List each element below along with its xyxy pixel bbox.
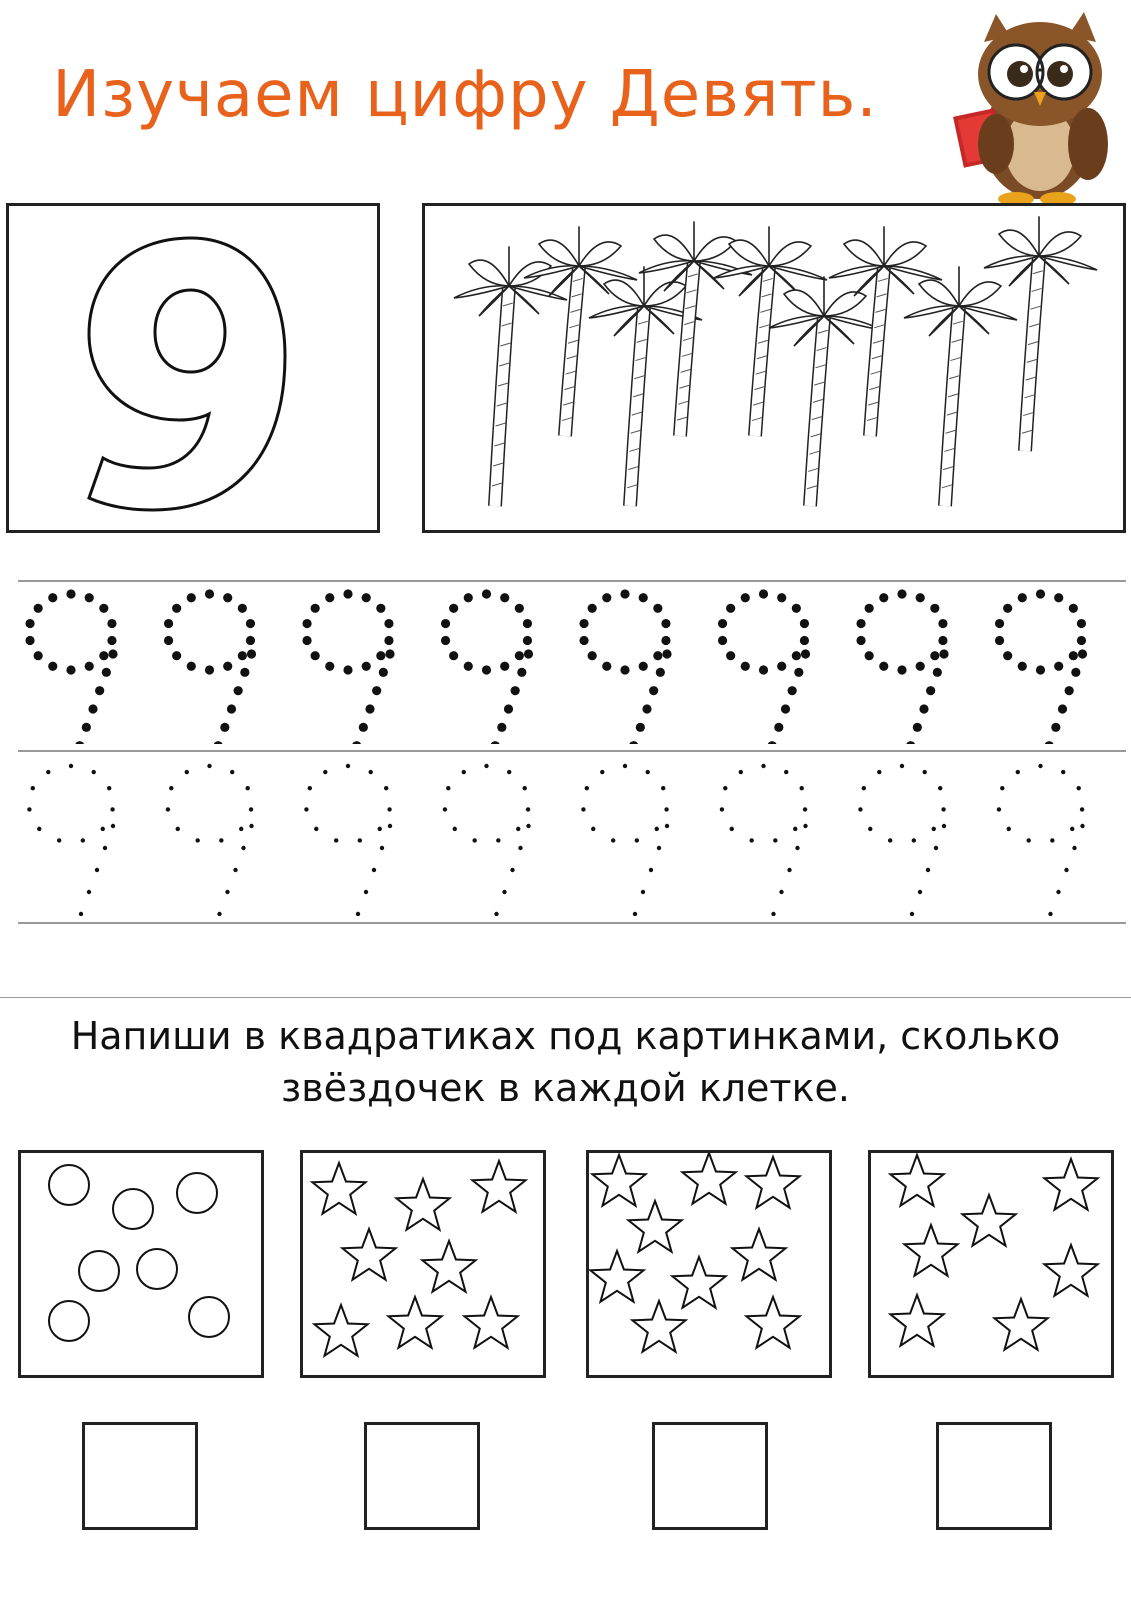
dotted-nine[interactable] xyxy=(164,589,256,744)
answer-box[interactable] xyxy=(652,1422,768,1530)
palm-tree-icon xyxy=(829,227,942,436)
palm-tree-icon xyxy=(639,222,752,436)
star-icon xyxy=(746,1157,799,1208)
dotted-nine[interactable] xyxy=(718,589,810,744)
counting-box-stars-2 xyxy=(586,1150,832,1378)
star-icon xyxy=(312,1163,365,1214)
answer-box[interactable] xyxy=(936,1422,1052,1530)
ruling-line xyxy=(18,750,1126,752)
star-icon xyxy=(746,1297,799,1348)
dotted-nine[interactable] xyxy=(302,589,394,744)
star-icon xyxy=(464,1297,517,1348)
circle-icon xyxy=(49,1165,89,1205)
star-icon xyxy=(672,1257,725,1308)
star-icon xyxy=(904,1225,957,1276)
counting-box-stars-1 xyxy=(300,1150,546,1378)
page-title: Изучаем цифру Девять. xyxy=(52,58,878,132)
palm-tree-icon xyxy=(904,267,1017,506)
palm-trees-illustration xyxy=(425,206,1123,530)
star-icon xyxy=(632,1301,685,1352)
digit-panel xyxy=(6,203,380,533)
star-icon xyxy=(388,1297,441,1348)
star-icon xyxy=(422,1241,475,1292)
dotted-nine[interactable] xyxy=(441,589,533,744)
palm-tree-icon xyxy=(984,217,1097,451)
tracing-row-bold[interactable] xyxy=(18,584,1126,744)
star-icon xyxy=(472,1161,525,1212)
star-icon xyxy=(682,1153,735,1204)
answer-box[interactable] xyxy=(364,1422,480,1530)
dotted-nine[interactable] xyxy=(166,764,254,916)
dotted-nine[interactable] xyxy=(995,589,1087,744)
star-icon xyxy=(342,1229,395,1280)
star-icon xyxy=(1044,1245,1097,1296)
dotted-nine[interactable] xyxy=(720,764,808,916)
ruling-line xyxy=(18,580,1126,582)
dotted-nine[interactable] xyxy=(856,589,948,744)
star-icon xyxy=(962,1195,1015,1246)
dotted-nine[interactable] xyxy=(304,764,392,916)
palm-tree-icon xyxy=(769,277,882,506)
circle-icon xyxy=(49,1301,89,1341)
dotted-nine[interactable] xyxy=(581,764,669,916)
dotted-nine[interactable] xyxy=(443,764,531,916)
star-icon xyxy=(890,1295,943,1346)
counting-box-circles xyxy=(18,1150,264,1378)
palm-trees-panel xyxy=(422,203,1126,533)
dotted-nine[interactable] xyxy=(579,589,671,744)
digit-nine-outline xyxy=(9,206,377,530)
star-icon xyxy=(592,1155,645,1206)
section-divider xyxy=(0,997,1131,998)
task-line-1: Напиши в квадратиках под картинками, сколько xyxy=(70,1014,1061,1058)
palm-tree-icon xyxy=(524,227,637,436)
star-icon xyxy=(590,1251,643,1302)
counting-box-stars-3 xyxy=(868,1150,1114,1378)
owl-with-book-icon xyxy=(948,4,1118,214)
circle-icon xyxy=(177,1173,217,1213)
star-icon xyxy=(396,1179,449,1230)
circle-icon xyxy=(79,1251,119,1291)
tracing-row-fine[interactable] xyxy=(18,756,1126,916)
dotted-nine[interactable] xyxy=(858,764,946,916)
circle-icon xyxy=(113,1189,153,1229)
star-icon xyxy=(732,1229,785,1280)
dotted-nine[interactable] xyxy=(25,589,117,744)
ruling-line xyxy=(18,922,1126,924)
answer-box[interactable] xyxy=(82,1422,198,1530)
star-icon xyxy=(314,1305,367,1356)
star-icon xyxy=(994,1299,1047,1350)
circle-icon xyxy=(137,1249,177,1289)
dotted-nine[interactable] xyxy=(27,764,115,916)
dotted-nine[interactable] xyxy=(997,764,1085,916)
task-line-2: звёздочек в каждой клетке. xyxy=(281,1066,850,1110)
task-instruction xyxy=(0,1010,1131,1114)
circle-icon xyxy=(189,1297,229,1337)
star-icon xyxy=(1044,1159,1097,1210)
palm-tree-icon xyxy=(454,247,567,506)
star-icon xyxy=(628,1201,681,1252)
star-icon xyxy=(890,1155,943,1206)
